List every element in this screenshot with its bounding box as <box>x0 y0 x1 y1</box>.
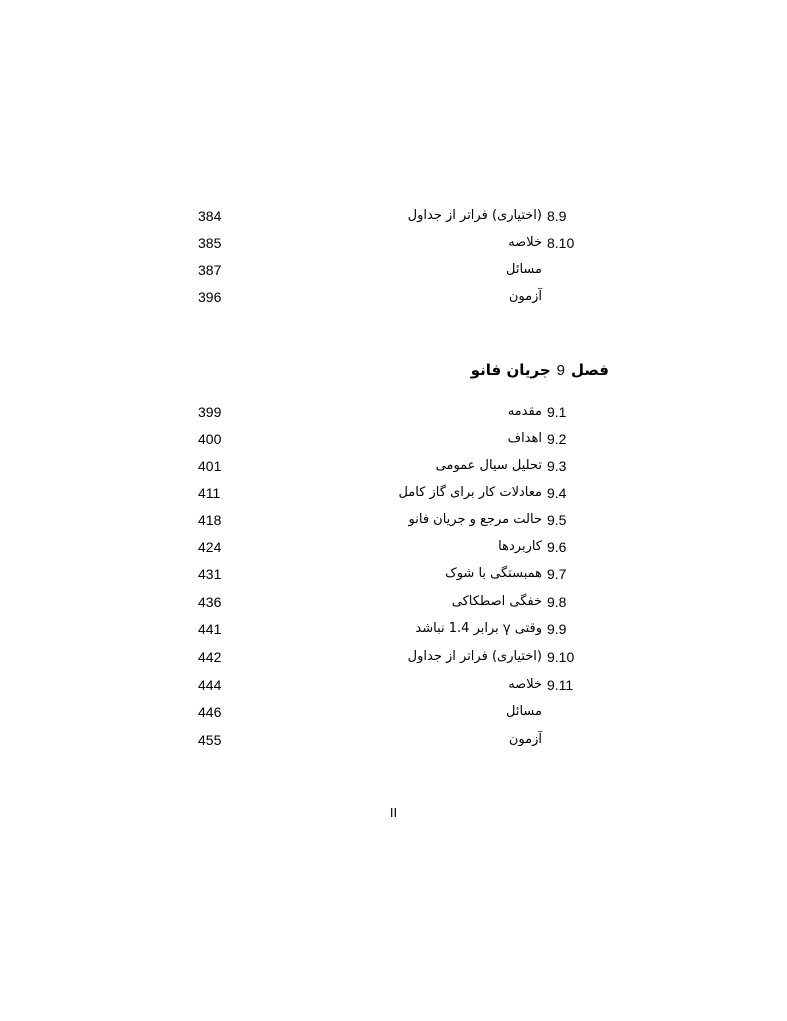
toc-entry <box>0 285 787 309</box>
toc-entry <box>0 481 787 505</box>
section-title: مسائل <box>506 262 542 277</box>
section-title: آزمون <box>508 732 542 747</box>
toc-entry <box>0 617 787 641</box>
toc-entry <box>0 427 787 451</box>
section-title: (اختیاری) فراتر از جداول <box>407 649 542 664</box>
toc-entry <box>0 645 787 669</box>
page-number: 384 <box>198 208 222 224</box>
section-title: اهداف <box>507 431 542 446</box>
chapter-title: جریان فانو <box>470 361 551 379</box>
toc-entry <box>0 508 787 532</box>
section-number: 9.1 <box>547 404 567 420</box>
toc-entry <box>0 700 787 724</box>
page-number: 411 <box>198 485 221 501</box>
section-title: (اختیاری) فراتر از جداول <box>407 208 542 223</box>
section-number: 9.6 <box>547 539 567 555</box>
section-number: 9.9 <box>547 621 567 637</box>
section-number: 9.2 <box>547 431 567 447</box>
section-number: 9.7 <box>547 566 567 582</box>
section-number: 9.11 <box>547 677 574 693</box>
section-title: آزمون <box>508 289 542 304</box>
section-title: حالت مرجع و جریان فانو <box>408 512 542 527</box>
chapter-heading <box>471 358 609 383</box>
page-number: 441 <box>198 621 222 637</box>
section-title: کاربردها <box>498 539 542 554</box>
section-title: مسائل <box>506 704 542 719</box>
chapter-label: فصل <box>571 361 609 379</box>
section-title: مقدمه <box>507 404 542 419</box>
page-number: 442 <box>198 649 222 665</box>
toc-entry <box>0 400 787 424</box>
toc-entry <box>0 231 787 255</box>
section-number: 8.10 <box>547 235 575 251</box>
page-number: 399 <box>198 404 222 420</box>
section-title: خفگی اصطکاکی <box>451 594 542 609</box>
toc-entry <box>0 562 787 586</box>
page-number: 446 <box>198 704 222 720</box>
section-number: 9.4 <box>547 485 567 501</box>
toc-entry <box>0 535 787 559</box>
page-number: 385 <box>198 235 222 251</box>
page-number: 436 <box>198 594 222 610</box>
footer-page-number: II <box>389 805 398 820</box>
toc-entry <box>0 728 787 752</box>
toc-entry <box>0 258 787 282</box>
section-number: 8.9 <box>547 208 567 224</box>
section-number: 9.3 <box>547 458 567 474</box>
section-title: وقتی γ برابر 1.4 نباشد <box>415 621 542 636</box>
section-title: خلاصه <box>508 235 542 250</box>
section-title: تحلیل سیال عمومی <box>435 458 542 473</box>
page-number: 387 <box>198 262 222 278</box>
section-number: 9.8 <box>547 594 567 610</box>
chapter-number: 9 <box>556 362 565 379</box>
section-number: 9.10 <box>547 649 575 665</box>
section-number: 9.5 <box>547 512 567 528</box>
section-title: خلاصه <box>508 677 542 692</box>
toc-entry <box>0 204 787 228</box>
section-title: همبستگی با شوک <box>445 566 542 581</box>
toc-entry <box>0 673 787 697</box>
section-title: معادلات کار برای گاز کامل <box>398 485 542 500</box>
page-number: 424 <box>198 539 222 555</box>
page-number: 431 <box>198 566 222 582</box>
page-number: 400 <box>198 431 222 447</box>
page-number: 444 <box>198 677 222 693</box>
toc-entry <box>0 454 787 478</box>
toc-entry <box>0 590 787 614</box>
page-number: 396 <box>198 289 222 305</box>
page-number: 401 <box>198 458 222 474</box>
page-number: 455 <box>198 732 222 748</box>
page-number: 418 <box>198 512 222 528</box>
